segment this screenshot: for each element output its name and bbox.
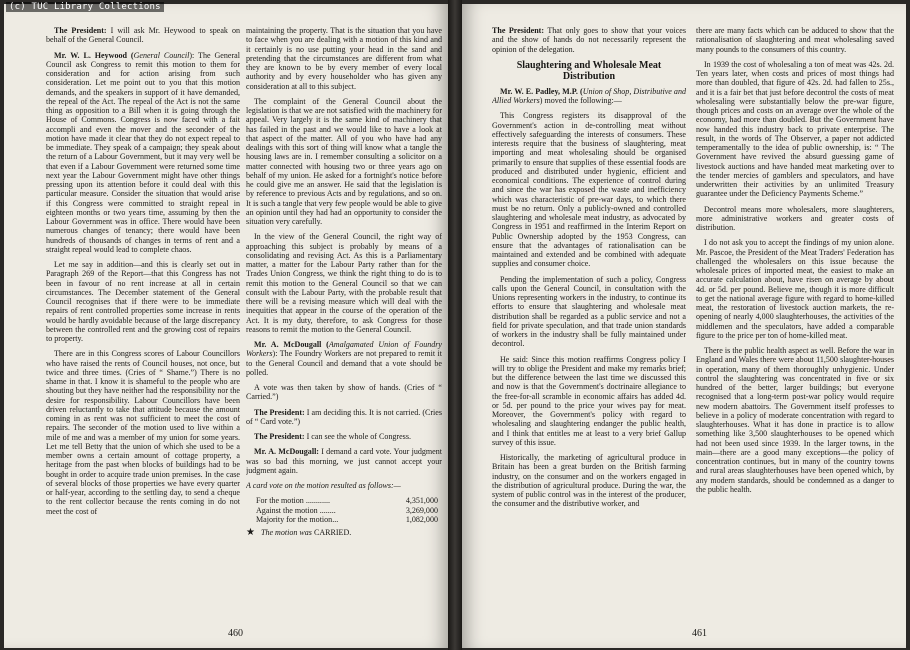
paragraph [696, 26, 894, 54]
speaker-organisation: Amalgamated Union of Foundry Workers [246, 340, 442, 359]
paragraph [492, 275, 686, 349]
paragraph [246, 340, 442, 377]
paragraph-text: In the view of the General Council, the right way of approaching this subject is probably by means of a consolidating and revising Act. As this is a Parliamentary matter, a matter for the Labour Party rather than for the Trades Union Congress, we think the right thing to do is to remit this motion to the General Council so that we can consult with the Labour Party, with the probable result that there will be a revising measure which will deal with the inequities that appear in the course of the operation of the Act. It is my duty, therefore, to ask Congress for those reasons to remit the motion to the General Council. [246, 232, 442, 334]
paragraph-text: That only goes to show that your voices and the show of hands do not necessarily represent the opinion of the delegation. [492, 26, 686, 54]
right-column-2 [696, 26, 894, 626]
paragraph [492, 111, 686, 268]
paragraph [246, 447, 442, 475]
paragraph-text: Pending the implementation of such a policy, Congress calls upon the General Council, in consultation with the Unions representing workers in the industry, to continue its efforts to ensure that slaughtering and wholesale meat distribution shall be regarded as a public service and not a field for private speculation, and that trade union standards of workers in the industry shall be fully maintained under decontrol. [492, 274, 686, 349]
speaker-name: Mr. A. McDougall ( [254, 340, 329, 349]
paragraph [246, 232, 442, 334]
speaker-name: Mr. W. E. Padley, M.P. ( [500, 86, 583, 96]
paragraph [246, 408, 442, 427]
paragraph-text: ): The Foundry Workers are not prepared to remit it to the General Council and demand that a vote should be polled. [246, 349, 442, 377]
speaker-name: The President: [254, 432, 305, 441]
paragraph-text: I will ask Mr. Heywood to speak on behalf of the General Council. [46, 26, 240, 45]
paragraph [492, 453, 686, 509]
speaker-name: Mr. A. McDougall: [254, 447, 319, 457]
paragraph-text: In 1939 the cost of wholesaling a ton of meat was 42s. 2d. Ten years later, when costs and prices of most things had more than doubled, that figure of 42s. 2d. had fallen to 25s., and it is a fair bet that just before decontrol the costs of meat wholesaling were substantially below the pre-war figure, though prices and costs on an average over the whole of the economy, had more than doubled. But the Government have now handed this industry back to private enterprise. The result, in the words of The Observer, a paper not addicted temperamentally to the idea of public ownership, is: “ The Government have revived the absurd guessing game of livestock auctions and have handed meat marketing over to the tender mercies of gamblers and speculators, and have underwritten their activities by an unlimited Treasury guarantee under the Deficiency Payments Scheme.” [696, 59, 894, 199]
paragraph [246, 383, 442, 402]
paragraph-text: This Congress registers its disapproval of the Government's action in de-controlling meat without effectively safeguarding the interests of consumers. These interests require that the business of slaughtering, meat importing and meat wholesaling should be organised primarily to ensure that supplies of these essential foods are produced and distributed under hygienic, efficient and economical conditions. The experience of control during and since the war has exposed the waste and inefficiency which was characteristic of pre-war days, to which there must be no return. Only a publicly-owned and controlled slaughtering and wholesale meat industry, as advocated by Congress in 1951 and reaffirmed in the Interim Report on Public Ownership adopted by the 1953 Congress, can ensure that the advantages of rationalisation can be maintained and extended and be combined with adequate supplies and consumer choice. [492, 111, 686, 269]
paragraph [492, 355, 686, 448]
paragraph [246, 432, 442, 441]
page-number-right: 461 [692, 628, 707, 639]
paragraph [46, 26, 240, 45]
speaker-name: The President: [254, 407, 305, 417]
right-column-1-top [492, 26, 686, 54]
paragraph-text: I do not ask you to accept the findings of my union alone. Mr. Pascoe, the President of the Meat Traders' Federation has challenged the wholesalers on this issue because the wholesale prices of imported meat, the easiest to make an accurate calculation about, have risen on average by about 4d. or 5d. per pound. Believe me, though it is more difficult to get the national average figure with regard to home-killed meat, the restoration of livestock auction markets, the re-opening of nearly 4,000 slaughterhouses, the activities of the middlemen and the speculators, have added a comparable figure to the price per ton of home-killed meat. [696, 238, 894, 340]
speaker-organisation: General Council [133, 50, 190, 60]
vote-label: Majority for the motion... [256, 515, 339, 525]
paragraph-text: Decontrol means more wholesalers, more slaughterers, more administrative workers and greater costs of distribution. [696, 204, 894, 232]
vote-value: 4,351,000 [405, 496, 438, 506]
vote-value: 1,082,000 [405, 515, 438, 525]
paragraph [46, 51, 240, 255]
paragraph [246, 97, 442, 227]
paragraph-text: ): The General Council ask Congress to remit this motion to them for consideration and for action arising from such consideration. Let me point out to you that this motion demands, and the speakers in support of it have demanded, the repeal of the Act. The repeal of the Act is not the same thing as opposition to a Bill when it is going through the House of Commons. Congress is now faced with a fait accompli and even the mover and the seconder of the motion have made it clear that they do not expect repeal to be immediate. They speak of a campaign; they speak about the return of a Labour Government, but it may very well be that even if a Labour Government were returned some time next year the Labour Government might have other things pressing upon its attention before it could deal with this particular measure. Consider the situation that would arise if this Congress were committed to straight repeal in eighteen months or two years time, assuming by then the Labour Government was in office. There would have been numerous changes of tenancy; there would have been hundreds of thousands of changes in terms of rent and a straight repeal would lead to complete chaos. [46, 50, 240, 254]
result-word: CARRIED. [313, 527, 352, 537]
paragraph-text: I am deciding this. It is not carried. (Cries of “ Card vote.”) [246, 407, 442, 426]
paragraph [696, 205, 894, 233]
paragraph [46, 260, 240, 343]
speaker-organisation: Union of Shop, Distributive and Allied Workers [492, 86, 686, 105]
motion-result [246, 528, 442, 537]
paragraph-text: Historically, the marketing of agricultural produce in Britain has been a great burden on the British farming industry, on the consumer and on the workers engaged in the distribution of agricultural produce. During the war, the system of public control was in the interest of the producer, the consumer and the distributive worker, and [492, 453, 686, 509]
vote-label: For the motion ............ [256, 496, 330, 506]
paragraph [246, 26, 442, 91]
vote-label: Against the motion ........ [256, 505, 336, 515]
speaker-name: The President: [492, 26, 545, 35]
vote-intro: A card vote on the motion resulted as follows:— [246, 481, 401, 490]
paragraph-text: A vote was then taken by show of hands. (Cries of “ Carried.”) [246, 383, 442, 402]
paragraph-text: The complaint of the General Council about the legislation is that we are not satisfied with the machinery for appeal. Very largely it is the same kind of machinery that has failed in the past and we would like to have a look at that aspect of the matter. All of you who have had any dealings with this sort of thing will know what a tangle the housing laws are in. I remember consulting a solicitor on a matter connected with housing two or three years ago on behalf of my union. He asked for a fortnight's notice before he could give me an answer. He said that the legislation is by reference to previous Acts and by regulations, and so on. It is such a tangle that very few people would be able to give an opinion until they had had an opportunity to consider the situation very carefully. [246, 96, 442, 226]
paragraph-text: There are in this Congress scores of Labour Councillors who have raised the rents of Council houses, not once, but twice and three times. (Cries of “ Shame.”) There is no shame in that. I know it is shameful to the people who are shouting but they have neither had the responsibility nor the desire for responsibility. Labour Councillors have been driven reluctantly to take that attitude because the amount coming in as rent was not sufficient to meet the cost of repairs. The seconder of the motion used to live within a mile of me and was a member of my union for some years. Let me tell Betty that the union of which she used to be a member owns a certain amount of cottage property, a heritage from the past when blocks of buildings had to be bought in order to acquire trade union premises. In the case of several blocks of those properties we have every quarter or half-year, according to the settling day, to send a cheque to the rent collector because the rents coming in do not meet the cost of [46, 349, 240, 516]
speaker-name: Mr. W. L. Heywood ( [54, 50, 134, 60]
paragraph-text: there are many facts which can be adduced to show that the rationalisation of slaughtering and meat wholesaling saved many pounds to the consumers of this country. [696, 26, 894, 54]
paragraph-text: He said: Since this motion reaffirms Congress policy I will try to oblige the President and make my remarks brief; but the difference between the last time we discussed this and now is that the Government's doctrinaire allegiance to the free-for-all scramble in economic affairs has added 4d. or 5d. per pound to the price your wives pay for meat. Moreover, the Government's policy with regard to wholesaling and slaughtering endanger the public health, and I think that entitles me at least to a very brief Gallup survey of this issue. [492, 354, 686, 447]
paragraph-text: maintaining the property. That is the situation that you have to face when you are dealing with a motion of this kind and it certainly is no use putting your head in the sand and pretending that the circumstances are different from what they are known to be by every member of every local authority and by every householder who has given any consideration at all to this subject. [246, 26, 442, 91]
vote-row [246, 515, 442, 525]
vote-table [246, 496, 442, 525]
right-column-1 [492, 26, 686, 626]
paragraph [492, 26, 686, 54]
vote-row [246, 506, 442, 516]
paragraph-text: There is the public health aspect as well. Before the war in England and Wales there were about 11,500 slaughter-houses in operation, many of them thoroughly unhygienic. Under control the slaughtering was concentrated in five or six hundred of the better, larger buildings; but everyone recognised that a long-term post-war policy would require new modern abattoirs. The Government itself professes to believe in a policy of moderate concentration with regard to slaughterhouses. What it has done in practice is to allow something like 3,500 slaughterhouses to be opened which had not been used since 1939. In the larger towns, in the main—there are a good many exceptions—the policy of concentration continues, but in many of the country towns and rural areas slaughterhouses have been opened which, by any modern standards, should be condemned as a danger to the public health. [696, 346, 894, 494]
page-number-left: 460 [228, 628, 243, 639]
page-right [462, 4, 906, 648]
section-heading: Slaughtering and Wholesale Meat Distribution [516, 59, 662, 82]
page-left [4, 4, 448, 648]
left-column-1 [46, 26, 240, 626]
star-icon: ★ [246, 526, 255, 538]
left-column-2 [246, 26, 442, 626]
paragraph-text: ) moved the following:— [539, 96, 622, 105]
paragraph [696, 60, 894, 199]
watermark: (c) TUC Library Collections [6, 2, 164, 12]
vote-value: 3,269,000 [405, 505, 438, 515]
book-gutter [448, 0, 462, 650]
paragraph [696, 346, 894, 494]
paragraph-text: I can see the whole of Congress. [304, 432, 411, 441]
result-prefix: The motion was [260, 527, 314, 537]
right-column-1-paragraphs [492, 87, 686, 509]
left-column-2-paragraphs [246, 26, 442, 475]
vote-row [246, 496, 442, 506]
paragraph-text: I demand a card vote. Your judgment was so bad this morning, we just cannot accept your judgment again. [246, 447, 442, 475]
paragraph-text: Let me say in addition—and this is clearly set out in Paragraph 269 of the Report—that this Congress has not been in favour of no rent increase at all in certain circumstances. The December statement of the General Council recognises that if there were to be immediate repairs of rent controlled properties some increase in rents would be hardly avoidable because of the large discrepancy between the controlled rent and the growing cost of repairs to property. [46, 260, 240, 343]
speaker-name: The President: [54, 26, 107, 35]
paragraph [46, 349, 240, 516]
paragraph [492, 87, 686, 106]
paragraph [696, 238, 894, 340]
